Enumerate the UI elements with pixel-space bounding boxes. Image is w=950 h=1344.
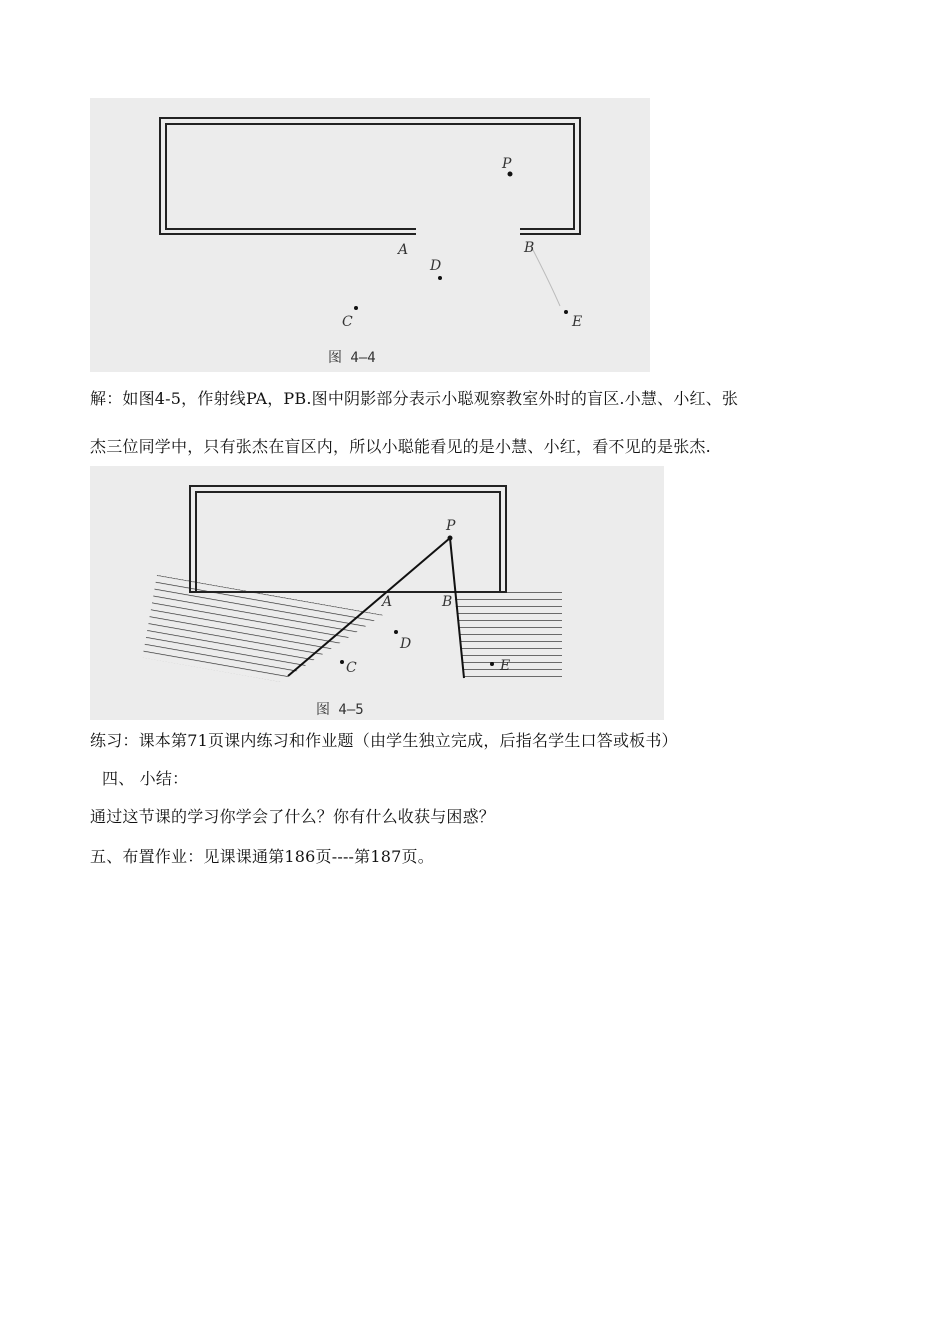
label-b: B xyxy=(442,594,453,610)
homework-line: 五、布置作业：见课课通第186页----第187页。 xyxy=(90,847,434,866)
label-p: P xyxy=(502,156,512,172)
classroom-wall-outer xyxy=(160,118,580,234)
figure-4-4-caption: 图 4—4 xyxy=(328,350,376,366)
figure-4-5-diagram xyxy=(90,466,664,720)
point-d xyxy=(394,630,398,634)
figure-4-4 xyxy=(90,98,650,372)
summary-question: 通过这节课的学习你学会了什么？你有什么收获与困惑？ xyxy=(90,807,496,826)
label-d: D xyxy=(430,258,442,274)
label-e: E xyxy=(572,314,583,330)
exercise-line: 练习：课本第71页课内练习和作业题（由学生独立完成，后指名学生口答或板书） xyxy=(90,731,678,750)
blind-zone-left xyxy=(142,575,383,698)
figure-4-5-caption: 图 4—5 xyxy=(316,702,364,718)
label-d: D xyxy=(400,636,412,652)
faint-stroke xyxy=(532,248,560,306)
label-c: C xyxy=(346,660,357,676)
solution-line-1: 解：如图4-5，作射线PA，PB.图中阴影部分表示小聪观察教室外时的盲区.小慧、小红、张 xyxy=(90,389,739,408)
label-c: C xyxy=(342,314,353,330)
classroom-wall-outer xyxy=(190,486,506,592)
point-c xyxy=(340,660,344,664)
point-e xyxy=(490,662,494,666)
figure-4-5 xyxy=(90,466,664,720)
point-p xyxy=(448,536,453,541)
summary-heading: 四、 小结： xyxy=(102,769,189,788)
label-a: A xyxy=(398,242,409,258)
label-e: E xyxy=(500,658,511,674)
label-b: B xyxy=(524,240,535,256)
point-d xyxy=(438,276,442,280)
point-p xyxy=(508,172,513,177)
label-p: P xyxy=(446,518,456,534)
point-e xyxy=(564,310,568,314)
solution-line-2: 杰三位同学中，只有张杰在盲区内，所以小聪能看见的是小慧、小红，看不见的是张杰. xyxy=(90,437,711,456)
point-c xyxy=(354,306,358,310)
label-a: A xyxy=(382,594,393,610)
classroom-wall-inner xyxy=(166,124,574,229)
figure-4-4-diagram xyxy=(90,98,650,372)
